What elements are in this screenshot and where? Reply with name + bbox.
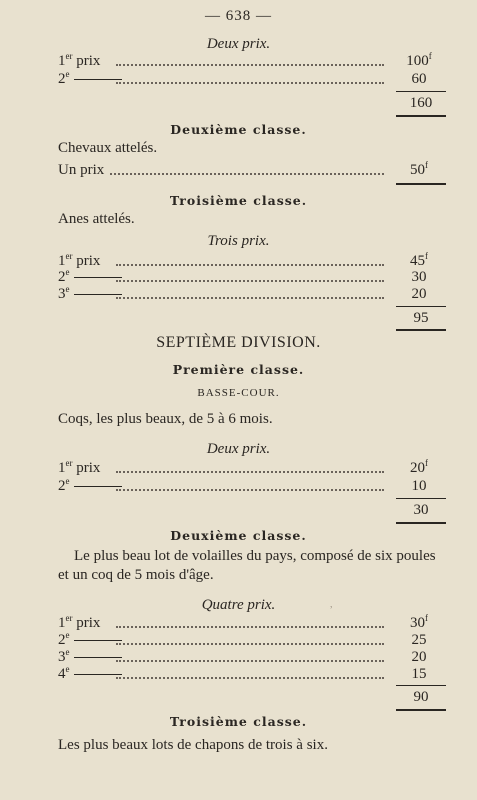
class-heading: Première classe. <box>172 362 305 377</box>
sum-rule <box>396 522 446 524</box>
category-description: Les plus beaux lots de chapons de trois à six. <box>58 737 328 753</box>
prize-amount: 15 <box>411 666 427 682</box>
leader-dots <box>116 264 384 266</box>
leader-dots <box>116 471 384 473</box>
sum-rule <box>396 685 446 686</box>
leader-dots <box>116 280 384 282</box>
prize-rank: 2e <box>58 478 122 495</box>
prize-heading: Quatre prix. <box>201 597 276 613</box>
sum-rule <box>396 498 446 499</box>
total-amount: 30 <box>413 502 429 518</box>
prize-amount: 20 <box>411 649 427 665</box>
prize-amount: 60 <box>411 71 427 87</box>
leader-dots <box>116 660 384 662</box>
prize-amount: 50$^f$ <box>410 160 428 178</box>
total-amount: 160 <box>409 95 433 111</box>
prize-rank: 2e <box>58 269 122 286</box>
leader-dots <box>116 677 384 679</box>
prize-rank: 4e <box>58 666 122 683</box>
leader-dots <box>116 643 384 645</box>
category-description: Chevaux attelés. <box>58 140 158 156</box>
prize-amount: 30$^f$ <box>410 613 428 631</box>
prize-amount: 45$^f$ <box>410 251 428 269</box>
category-description: Coqs, les plus beaux, de 5 à 6 mois. <box>58 411 273 427</box>
prize-row <box>58 53 444 71</box>
prize-amount: 10 <box>411 478 427 494</box>
leader-dots <box>116 82 384 84</box>
prize-rank: 1er prix <box>58 51 101 69</box>
prize-row <box>58 71 444 89</box>
prize-row <box>58 666 444 684</box>
leader-dots <box>116 297 384 299</box>
prize-heading: Trois prix. <box>207 233 270 249</box>
prize-rank: 3e <box>58 649 122 666</box>
division-heading: SEPTIÈME DIVISION. <box>156 334 321 351</box>
prize-row <box>58 460 444 478</box>
prize-amount: 100$^f$ <box>406 51 432 69</box>
total-amount: 90 <box>413 689 429 705</box>
prize-rank: 3e <box>58 286 122 303</box>
leader-dots <box>116 489 384 491</box>
category-description: Le plus beau lot de volailles du pays, composé de six poules <box>74 548 436 564</box>
prize-heading: Deux prix. <box>206 36 271 52</box>
prize-heading: Deux prix. <box>206 441 271 457</box>
leader-dots <box>110 173 384 175</box>
sum-rule <box>396 183 446 185</box>
ink-speck: , <box>330 599 333 610</box>
prize-row <box>58 162 444 180</box>
prize-rank: Un prix <box>58 162 105 178</box>
sum-rule <box>396 91 446 92</box>
prize-row <box>58 615 444 633</box>
prize-amount: 30 <box>411 269 427 285</box>
category-description-continued: et un coq de 5 mois d'âge. <box>58 567 214 583</box>
prize-row <box>58 478 444 496</box>
prize-amount: 20$^f$ <box>410 458 428 476</box>
leader-dots <box>116 626 384 628</box>
subheading: BASSE-COUR. <box>197 387 280 399</box>
prize-row <box>58 649 444 667</box>
prize-rank: 2e <box>58 71 122 88</box>
sum-rule <box>396 306 446 307</box>
prize-row <box>58 632 444 650</box>
category-description: Anes attelés. <box>58 211 135 227</box>
prize-row <box>58 269 444 287</box>
sum-rule <box>396 329 446 331</box>
prize-amount: 25 <box>411 632 427 648</box>
sum-rule <box>396 115 446 117</box>
prize-rank: 1er prix <box>58 251 101 269</box>
prize-amount: 20 <box>411 286 427 302</box>
prize-rank: 1er prix <box>58 613 101 631</box>
prize-rank: 2e <box>58 632 122 649</box>
total-amount: 95 <box>413 310 429 326</box>
class-heading: Deuxième classe. <box>170 528 307 543</box>
class-heading: Troisième classe. <box>169 193 308 208</box>
class-heading: Troisième classe. <box>169 714 308 729</box>
prize-rank: 1er prix <box>58 458 101 476</box>
page-number: — 638 — <box>205 8 272 24</box>
class-heading: Deuxième classe. <box>170 122 307 137</box>
sum-rule <box>396 709 446 711</box>
prize-row <box>58 286 444 304</box>
leader-dots <box>116 64 384 66</box>
